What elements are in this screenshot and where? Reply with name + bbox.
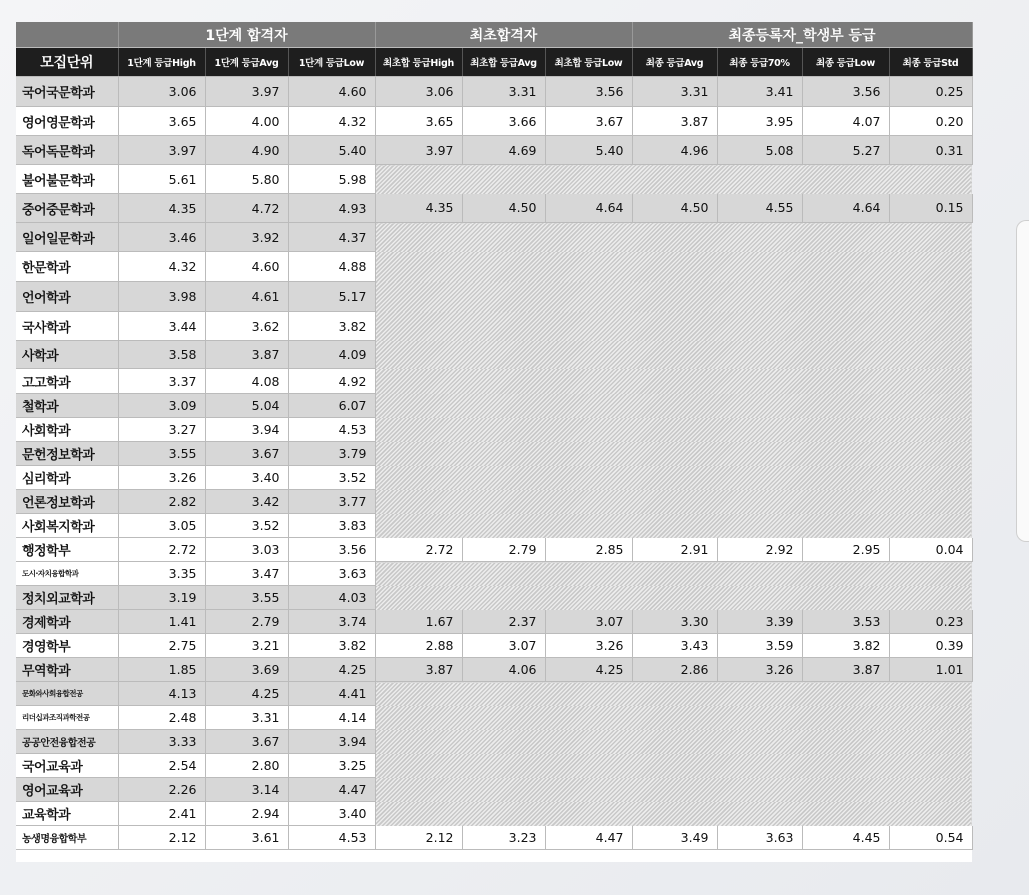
- final-grade-cell: 3.82: [802, 634, 889, 658]
- column-header: 최종 등급Std: [889, 48, 972, 77]
- table-row: [16, 778, 972, 802]
- no-data-hatched-area: [375, 312, 972, 341]
- column-header-row: [16, 48, 972, 77]
- stage1-grade-cell: 2.54: [118, 754, 205, 778]
- row-department-name: 문화와사회융합전공: [16, 682, 118, 706]
- row-department-name: 도시·자치융합학과: [16, 562, 118, 586]
- stage1-grade-cell: 4.14: [288, 706, 375, 730]
- stage1-grade-cell: 4.90: [205, 136, 288, 165]
- stage1-grade-cell: 3.82: [288, 312, 375, 341]
- first-admit-grade-cell: 3.97: [375, 136, 462, 165]
- final-grade-cell: 3.95: [717, 107, 802, 136]
- stage1-grade-cell: 5.40: [288, 136, 375, 165]
- final-grade-cell: 3.49: [632, 826, 717, 850]
- stage1-grade-cell: 3.94: [288, 730, 375, 754]
- stage1-grade-cell: 4.60: [288, 77, 375, 107]
- stage1-grade-cell: 4.41: [288, 682, 375, 706]
- no-data-hatched-area: [375, 706, 972, 730]
- side-scroll-handle[interactable]: [1016, 220, 1029, 542]
- final-grade-cell: 2.95: [802, 538, 889, 562]
- stage1-grade-cell: 3.42: [205, 490, 288, 514]
- final-grade-cell: 3.87: [632, 107, 717, 136]
- table-row: [16, 312, 972, 341]
- table-row: [16, 223, 972, 252]
- table-row: [16, 394, 972, 418]
- stage1-grade-cell: 3.37: [118, 369, 205, 394]
- table-row: [16, 802, 972, 826]
- column-header: 최초합 등급High: [375, 48, 462, 77]
- stage1-grade-cell: 3.14: [205, 778, 288, 802]
- stage1-grade-cell: 4.35: [118, 194, 205, 223]
- stage1-grade-cell: 4.88: [288, 252, 375, 282]
- final-grade-cell: 0.04: [889, 538, 972, 562]
- row-department-name: 영어영문학과: [16, 107, 118, 136]
- stage1-grade-cell: 3.35: [118, 562, 205, 586]
- table-row: [16, 826, 972, 850]
- first-admit-grade-cell: 3.07: [545, 610, 632, 634]
- no-data-hatched-area: [375, 490, 972, 514]
- first-admit-grade-cell: 3.65: [375, 107, 462, 136]
- stage1-grade-cell: 3.47: [205, 562, 288, 586]
- final-grade-cell: 2.91: [632, 538, 717, 562]
- first-admit-grade-cell: 4.64: [545, 194, 632, 223]
- stage1-grade-cell: 3.94: [205, 418, 288, 442]
- stage1-grade-cell: 3.61: [205, 826, 288, 850]
- stage1-grade-cell: 3.40: [205, 466, 288, 490]
- stage1-grade-cell: 4.93: [288, 194, 375, 223]
- stage1-grade-cell: 4.92: [288, 369, 375, 394]
- table-row: [16, 282, 972, 312]
- first-admit-grade-cell: 3.87: [375, 658, 462, 682]
- column-header: 1단계 등급Low: [288, 48, 375, 77]
- stage1-grade-cell: 3.21: [205, 634, 288, 658]
- table-row: [16, 514, 972, 538]
- stage1-grade-cell: 4.25: [205, 682, 288, 706]
- table-row: [16, 562, 972, 586]
- stage1-grade-cell: 3.31: [205, 706, 288, 730]
- no-data-hatched-area: [375, 754, 972, 778]
- table-row: [16, 538, 972, 562]
- no-data-hatched-area: [375, 282, 972, 312]
- no-data-hatched-area: [375, 252, 972, 282]
- stage1-grade-cell: 5.04: [205, 394, 288, 418]
- table-row: [16, 658, 972, 682]
- final-grade-cell: 5.27: [802, 136, 889, 165]
- stage1-grade-cell: 3.69: [205, 658, 288, 682]
- table-row: [16, 136, 972, 165]
- final-grade-cell: 1.01: [889, 658, 972, 682]
- table-row: [16, 107, 972, 136]
- final-grade-cell: 0.31: [889, 136, 972, 165]
- stage1-grade-cell: 2.12: [118, 826, 205, 850]
- stage1-grade-cell: 3.82: [288, 634, 375, 658]
- stage1-grade-cell: 3.63: [288, 562, 375, 586]
- row-department-name: 경영학부: [16, 634, 118, 658]
- column-header: 최종 등급Avg: [632, 48, 717, 77]
- table-row: [16, 252, 972, 282]
- table-row: [16, 194, 972, 223]
- first-admit-grade-cell: 3.06: [375, 77, 462, 107]
- final-grade-cell: 3.31: [632, 77, 717, 107]
- stage1-grade-cell: 5.17: [288, 282, 375, 312]
- stage1-grade-cell: 2.48: [118, 706, 205, 730]
- no-data-hatched-area: [375, 466, 972, 490]
- stage1-grade-cell: 1.85: [118, 658, 205, 682]
- stage1-grade-cell: 3.87: [205, 341, 288, 369]
- stage1-grade-cell: 4.09: [288, 341, 375, 369]
- stage1-grade-cell: 3.56: [288, 538, 375, 562]
- final-grade-cell: 3.43: [632, 634, 717, 658]
- stage1-grade-cell: 3.65: [118, 107, 205, 136]
- row-department-name: 일어일문학과: [16, 223, 118, 252]
- first-admit-grade-cell: 3.66: [462, 107, 545, 136]
- stage1-grade-cell: 4.72: [205, 194, 288, 223]
- table-row: [16, 77, 972, 107]
- row-department-name: 공공안전융합전공: [16, 730, 118, 754]
- stage1-grade-cell: 2.41: [118, 802, 205, 826]
- final-grade-cell: 2.86: [632, 658, 717, 682]
- no-data-hatched-area: [375, 369, 972, 394]
- stage1-grade-cell: 4.08: [205, 369, 288, 394]
- stage1-grade-cell: 3.05: [118, 514, 205, 538]
- final-grade-cell: 3.63: [717, 826, 802, 850]
- stage1-grade-cell: 3.79: [288, 442, 375, 466]
- stage1-grade-cell: 3.97: [118, 136, 205, 165]
- column-header: 모집단위: [16, 48, 118, 77]
- stage1-grade-cell: 4.32: [118, 252, 205, 282]
- table-row: [16, 610, 972, 634]
- row-department-name: 영어교육과: [16, 778, 118, 802]
- final-grade-cell: 4.64: [802, 194, 889, 223]
- stage1-grade-cell: 2.79: [205, 610, 288, 634]
- final-grade-cell: 3.59: [717, 634, 802, 658]
- row-department-name: 무역학과: [16, 658, 118, 682]
- final-grade-cell: 0.39: [889, 634, 972, 658]
- group-header-first: 최초합격자: [375, 22, 632, 48]
- no-data-hatched-area: [375, 730, 972, 754]
- admission-grade-table: [16, 22, 973, 850]
- stage1-grade-cell: 4.03: [288, 586, 375, 610]
- first-admit-grade-cell: 3.23: [462, 826, 545, 850]
- first-admit-grade-cell: 3.26: [545, 634, 632, 658]
- first-admit-grade-cell: 3.56: [545, 77, 632, 107]
- final-grade-cell: 0.15: [889, 194, 972, 223]
- stage1-grade-cell: 2.80: [205, 754, 288, 778]
- stage1-grade-cell: 4.53: [288, 826, 375, 850]
- final-grade-cell: 3.87: [802, 658, 889, 682]
- stage1-grade-cell: 3.74: [288, 610, 375, 634]
- row-department-name: 고고학과: [16, 369, 118, 394]
- no-data-hatched-area: [375, 418, 972, 442]
- stage1-grade-cell: 3.55: [118, 442, 205, 466]
- no-data-hatched-area: [375, 778, 972, 802]
- no-data-hatched-area: [375, 562, 972, 586]
- stage1-grade-cell: 2.72: [118, 538, 205, 562]
- final-grade-cell: 3.41: [717, 77, 802, 107]
- row-department-name: 교육학과: [16, 802, 118, 826]
- stage1-grade-cell: 3.83: [288, 514, 375, 538]
- no-data-hatched-area: [375, 682, 972, 706]
- stage1-grade-cell: 2.94: [205, 802, 288, 826]
- first-admit-grade-cell: 2.85: [545, 538, 632, 562]
- row-department-name: 불어불문학과: [16, 165, 118, 194]
- table-row: [16, 634, 972, 658]
- group-header-row: [16, 22, 972, 48]
- column-header: 최종 등급70%: [717, 48, 802, 77]
- group-header-stage1: 1단계 합격자: [118, 22, 375, 48]
- stage1-grade-cell: 3.27: [118, 418, 205, 442]
- final-grade-cell: 4.96: [632, 136, 717, 165]
- stage1-grade-cell: 2.82: [118, 490, 205, 514]
- stage1-grade-cell: 3.46: [118, 223, 205, 252]
- final-grade-cell: 2.92: [717, 538, 802, 562]
- table-row: [16, 682, 972, 706]
- stage1-grade-cell: 4.37: [288, 223, 375, 252]
- final-grade-cell: 0.25: [889, 77, 972, 107]
- final-grade-cell: 4.07: [802, 107, 889, 136]
- stage1-grade-cell: 5.80: [205, 165, 288, 194]
- final-grade-cell: 3.30: [632, 610, 717, 634]
- stage1-grade-cell: 3.67: [205, 730, 288, 754]
- table-row: [16, 442, 972, 466]
- table-row: [16, 754, 972, 778]
- row-department-name: 경제학과: [16, 610, 118, 634]
- no-data-hatched-area: [375, 442, 972, 466]
- column-header: 최초합 등급Low: [545, 48, 632, 77]
- first-admit-grade-cell: 3.07: [462, 634, 545, 658]
- no-data-hatched-area: [375, 514, 972, 538]
- final-grade-cell: 0.23: [889, 610, 972, 634]
- row-department-name: 언론정보학과: [16, 490, 118, 514]
- stage1-grade-cell: 3.67: [205, 442, 288, 466]
- stage1-grade-cell: 3.44: [118, 312, 205, 341]
- first-admit-grade-cell: 2.37: [462, 610, 545, 634]
- row-department-name: 사회복지학과: [16, 514, 118, 538]
- stage1-grade-cell: 3.55: [205, 586, 288, 610]
- first-admit-grade-cell: 4.35: [375, 194, 462, 223]
- first-admit-grade-cell: 3.31: [462, 77, 545, 107]
- row-department-name: 국어국문학과: [16, 77, 118, 107]
- first-admit-grade-cell: 5.40: [545, 136, 632, 165]
- table-row: [16, 706, 972, 730]
- stage1-grade-cell: 3.58: [118, 341, 205, 369]
- stage1-grade-cell: 4.61: [205, 282, 288, 312]
- stage1-grade-cell: 3.09: [118, 394, 205, 418]
- stage1-grade-cell: 3.52: [288, 466, 375, 490]
- group-header-final: 최종등록자_학생부 등급: [632, 22, 972, 48]
- no-data-hatched-area: [375, 586, 972, 610]
- final-grade-cell: 5.08: [717, 136, 802, 165]
- stage1-grade-cell: 4.60: [205, 252, 288, 282]
- stage1-grade-cell: 5.61: [118, 165, 205, 194]
- final-grade-cell: 3.53: [802, 610, 889, 634]
- row-department-name: 중어중문학과: [16, 194, 118, 223]
- no-data-hatched-area: [375, 802, 972, 826]
- table-row: [16, 165, 972, 194]
- column-header: 최초합 등급Avg: [462, 48, 545, 77]
- stage1-grade-cell: 4.47: [288, 778, 375, 802]
- stage1-grade-cell: 4.25: [288, 658, 375, 682]
- stage1-grade-cell: 2.75: [118, 634, 205, 658]
- stage1-grade-cell: 3.92: [205, 223, 288, 252]
- final-grade-cell: 4.55: [717, 194, 802, 223]
- first-admit-grade-cell: 4.50: [462, 194, 545, 223]
- first-admit-grade-cell: 4.25: [545, 658, 632, 682]
- stage1-grade-cell: 4.32: [288, 107, 375, 136]
- first-admit-grade-cell: 4.69: [462, 136, 545, 165]
- row-department-name: 농생명융합학부: [16, 826, 118, 850]
- row-department-name: 독어독문학과: [16, 136, 118, 165]
- column-header: 1단계 등급Avg: [205, 48, 288, 77]
- first-admit-grade-cell: 2.12: [375, 826, 462, 850]
- table-row: [16, 341, 972, 369]
- stage1-grade-cell: 4.00: [205, 107, 288, 136]
- first-admit-grade-cell: 1.67: [375, 610, 462, 634]
- group-header-blank: [16, 22, 118, 48]
- stage1-grade-cell: 3.98: [118, 282, 205, 312]
- table-row: [16, 490, 972, 514]
- first-admit-grade-cell: 2.88: [375, 634, 462, 658]
- final-grade-cell: 0.20: [889, 107, 972, 136]
- stage1-grade-cell: 3.33: [118, 730, 205, 754]
- no-data-hatched-area: [375, 223, 972, 252]
- table-row: [16, 730, 972, 754]
- column-header: 1단계 등급High: [118, 48, 205, 77]
- first-admit-grade-cell: 2.79: [462, 538, 545, 562]
- no-data-hatched-area: [375, 165, 972, 194]
- first-admit-grade-cell: 4.47: [545, 826, 632, 850]
- first-admit-grade-cell: 3.67: [545, 107, 632, 136]
- row-department-name: 행정학부: [16, 538, 118, 562]
- row-department-name: 사회학과: [16, 418, 118, 442]
- no-data-hatched-area: [375, 394, 972, 418]
- no-data-hatched-area: [375, 341, 972, 369]
- stage1-grade-cell: 3.19: [118, 586, 205, 610]
- row-department-name: 정치외교학과: [16, 586, 118, 610]
- stage1-grade-cell: 6.07: [288, 394, 375, 418]
- table-row: [16, 586, 972, 610]
- row-department-name: 국사학과: [16, 312, 118, 341]
- stage1-grade-cell: 5.98: [288, 165, 375, 194]
- final-grade-cell: 0.54: [889, 826, 972, 850]
- stage1-grade-cell: 3.40: [288, 802, 375, 826]
- table-body: [16, 77, 972, 850]
- row-department-name: 철학과: [16, 394, 118, 418]
- row-department-name: 언어학과: [16, 282, 118, 312]
- grade-table-sheet: [16, 22, 972, 862]
- stage1-grade-cell: 4.13: [118, 682, 205, 706]
- stage1-grade-cell: 3.62: [205, 312, 288, 341]
- row-department-name: 문헌정보학과: [16, 442, 118, 466]
- stage1-grade-cell: 3.03: [205, 538, 288, 562]
- final-grade-cell: 4.45: [802, 826, 889, 850]
- row-department-name: 리더십과조직과학전공: [16, 706, 118, 730]
- stage1-grade-cell: 3.97: [205, 77, 288, 107]
- first-admit-grade-cell: 4.06: [462, 658, 545, 682]
- stage1-grade-cell: 3.25: [288, 754, 375, 778]
- row-department-name: 한문학과: [16, 252, 118, 282]
- stage1-grade-cell: 4.53: [288, 418, 375, 442]
- row-department-name: 국어교육과: [16, 754, 118, 778]
- table-row: [16, 369, 972, 394]
- stage1-grade-cell: 1.41: [118, 610, 205, 634]
- first-admit-grade-cell: 2.72: [375, 538, 462, 562]
- stage1-grade-cell: 3.26: [118, 466, 205, 490]
- final-grade-cell: 4.50: [632, 194, 717, 223]
- table-row: [16, 466, 972, 490]
- stage1-grade-cell: 3.52: [205, 514, 288, 538]
- column-header: 최종 등급Low: [802, 48, 889, 77]
- stage1-grade-cell: 3.77: [288, 490, 375, 514]
- final-grade-cell: 3.39: [717, 610, 802, 634]
- stage1-grade-cell: 3.06: [118, 77, 205, 107]
- table-row: [16, 418, 972, 442]
- final-grade-cell: 3.26: [717, 658, 802, 682]
- final-grade-cell: 3.56: [802, 77, 889, 107]
- row-department-name: 심리학과: [16, 466, 118, 490]
- row-department-name: 사학과: [16, 341, 118, 369]
- stage1-grade-cell: 2.26: [118, 778, 205, 802]
